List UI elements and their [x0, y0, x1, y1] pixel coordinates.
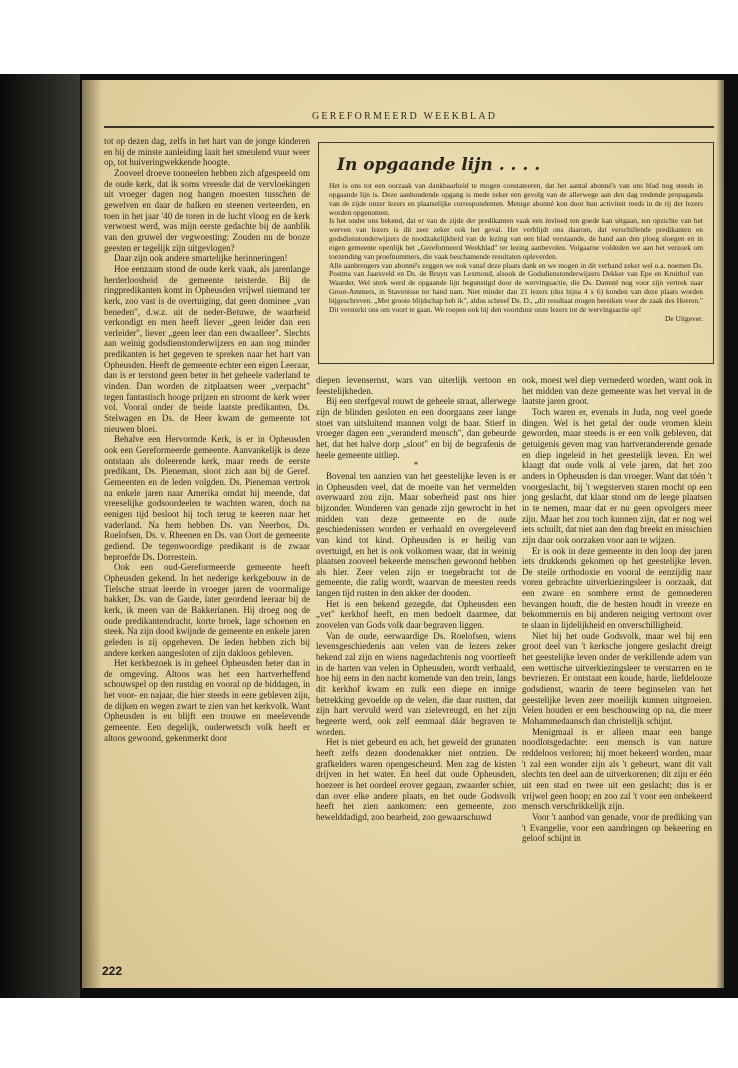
- paragraph: Alle aanbrengers van abonné's zeggen we ook vanaf deze plaats dank en we mogen in dit verband zeker wel o.a. noemen Ds. Postma van Jaarsveld en Ds. de Bruyn van Lexmond, alsook de Godsdienstonderwijzers Dekker van Epe en Kruithof van Waarder. Wel sterk werd de opgaande lijn begunstigd door de wervingsactie, die Ds. Damsté nog voor zijn vertrek naar Groot-Ammers, in Stavenisse ter hand nam. Niet minder dan 21 lezers (dus bijna 4 x 6) konden van deze plaats worden bijgeschreven. „Met groote blijdschap heb ik", aldus schreef Ds. D., „dit resultaat mogen bereiken voor de zaak des Heeren." Dit versterkt ons om voort te gaan. We roepen ook bij den voortduur onze lezers tot de wervingsactie op!: [329, 260, 703, 314]
- paragraph: Bovenal ten aanzien van het geestelijke leven is er in Opheusden veel, dat de moeite van het vermelden overwaard zou zijn. Maar soberheid past ons hier bijzonder. Wonderen van genade zijn gewrocht in het midden van deze gemeente en de oude geschiedenissen worden er verhaald en overgeleverd van kind tot kind. Opheusden is er heilig van overtuigd, en het is ook volkomen waar, dat in weinig plaatsen zooveel bekeerde menschen gewoond hebben als hier. Zeer velen zijn er toegebracht tot de gemeente, die zalig wordt, waarvan de meesten reeds langen tijd rusten in den akker der dooden.: [316, 470, 516, 599]
- announcement-box: [318, 142, 714, 364]
- paragraph: Het is niet gebeurd en ach, het geweld der granaten heeft zelfs dezen doodenakker niet ontzien. De grafkelders waren opengescheurd. Men zag de kisten drijven in het water. En heel dat oude Opheusden, hoezeer is het oordeel erover gegaan, zwaarder schier, dan over elke andere plaats, en het oude Godsvolk heeft het zien aankomen: een gemeente, zoo bewelddadigd, zoo bearbeid, zoo gewaarschuwd: [316, 737, 516, 822]
- paragraph: Menigmaal is er alleen maar een bange noodlotsgedachte: een mensch is van nature reddeloos verloren; hij moet bekeerd worden, maar 't zal een wonder zijn als 't gebeurt, want dit valt slechts ten deel aan de uitverkorenen; dit zijn er één uit een stad en twee uit een geslacht; dus is er vrijwel geen hoop; en zoo zal 't voor een onbekeerd mensch verschrikkelijk zijn.: [522, 726, 712, 812]
- column-right: [522, 375, 712, 844]
- paragraph: Het is ons tot een oorzaak van dankbaarheid te mogen constateeren, dat het aantal abonné's van ons blad nog steeds in opgaande lijn is. Deze aanhoudende opgang is mede zeker een gevolg van de allerwege aan den dag tredende propaganda van de zijde onzer lezers en plaatselijke correspondenten. Menige abonné kon door hun activiteit reeds in de rij der lezers worden opgenomen.: [329, 181, 703, 217]
- paragraph: Behalve een Hervormde Kerk, is er in Opheusden ook een Gereformeerde gemeente. Aanvankelijk is deze ontstaan als doleerende kerk, maar reeds de eerste predikant, Ds. Pieneman, sloot zich aan bij de Geref. Gemeenten en de leden volgden. Ds. Pieneman vertrok na enkele jaren naar Amerika omdat hij meende, dat vreeselijke godsoordeelen te wachten waren, doch na eenigen tijd besloot hij toch terug te keeren naar het vaderland. Na hem hebben Ds. van Neerbos, Ds. Roelofsen, Ds. v. Rheenen en Ds. van Oort de gemeente gediend. De tegenwoordige predikant is de zwaar beproefde Ds. Dorrestein.: [104, 434, 310, 562]
- running-header: GEREFORMEERD WEEKBLAD: [312, 111, 498, 122]
- paragraph: Hoe eenzaam stond de oude kerk vaak, als jarenlange herderloosheid de gemeente teisterde. Bij de ringpredikanten komt in Opheusden vrijwel niemand ter kerk, zoo vast is de overtuiging, dat geen dominee „van beneden", d.w.z. uit de neder-Betuwe, de waarheid verkondigt en men heeft liever „geen leider dan een verleider", liever „geen leer dan een dwaalleer". Slechts aan weinig godsdienstonderwijzers en aan nog minder predikanten is het gegeven te spreken naar het hart van Opheusden. Heeft de gemeente echter een eigen Leeraar, dan is er terstond geen beter in het geheele vaderland te vinden. Dan worden de zitplaatsen weer „verpacht" tegen fantastisch hooge prijzen en stroomt de kerk weer vol. Vooral onder de beide laatste predikanten, Ds. Stelwagen en Ds. de Heer kwam de gemeente tot nieuwen bloei.: [104, 263, 310, 434]
- paragraph: Ook een oud-Gereformeerde gemeente heeft Opheusden gekend. In het nederige kerkgebouw in de Tielsche straat leerde in vroeger jaren de voormalige bakker, Ds. van de Garde, later geordend leeraar bij de kerk, ik meen van de Bakkerianen. Hij droeg nog de oude predikantendracht, korte broek, lage schoenen en steek. Na zijn dood kwijnde de gemeente en enkele jaren geleden is zij opgeheven. De leden hebben zich bij andere kerken aangesloten of zijn dakloos gebleven.: [104, 562, 310, 658]
- paragraph: Is het onder ons bekend, dat er van de zijde der predikanten vaak een invloed ten goede kan uitgaan, ten opzichte van het werven van lezers is dit zeer zeker ook het geval. Het verblijdt ons daarom, dat verschillende predikanten en godsdienstonderwijzers de noodzakelijkheid van de lezing van een blad verstaande, de hand aan den ploeg sloegen en in eigen gemeente openlijk het „Gereformeerd Weekblad" ter lezing aanbevolen. Volgaarne voldeden we aan het verzoek om toezending van proefnummers, die vaak beschamende resultaten opleverden.: [329, 216, 703, 261]
- announcement-signature: De Uitgever.: [664, 313, 703, 323]
- paragraph: Daar zijn ook andere smartelijke herinneringen!: [114, 253, 288, 264]
- scanned-page-backdrop: [0, 74, 738, 998]
- announcement-body: [329, 182, 703, 324]
- paragraph: Niet bij het oude Godsvolk, maar wel bij een groot deel van 't kerksche jongere geslacht dreigt het geestelijke leven onder de verkillende adem van een wettische uitverkiezingsleer te verstarren en te bevriezen. Er ontstaat een koude, harde, liefdelooze godsdienst, waarin de teere beginselen van het geestelijke leven zeer moeilijk kunnen uitgroeien. Velen houden er een beschouwing op na, die meer Mohammedaansch dan christelijk schijnt.: [522, 630, 712, 726]
- edge-shadow: [716, 80, 724, 988]
- section-separator: *: [413, 460, 419, 471]
- column-middle: [316, 375, 516, 823]
- paragraph: Bij een sterfgeval rouwt de geheele straat, allerwege zijn de blinden gesloten en een doorgaans zeer lange stoet van uitsluitend mannen volgt de baar. Stierf in vroeger dagen een „veranderd mensch", dan gebeurde het, dat het halve dorp „sloot" en bij de begrafenis de heele gemeente uitliep.: [316, 396, 516, 460]
- header-rule: [104, 126, 714, 128]
- paragraph: ook, moest wel diep vernederd worden, want ook in het midden van deze gemeente was het verval in de laatste jaren groot.: [522, 375, 712, 407]
- paragraph: Het kerkbezoek is in geheel Opheusden beter dan in de omgeving. Altoos was het een hartverheffend schouwspel op den rustdag en vooral op de biddagen, in het voor- en najaar, die hier steeds in eere gebleven zijn, de dijken en wegen zwart te zien van het kerkvolk. Want Opheusden is en blijft een trouwe en meelevende gemeente. Een degelijk, ouderwetsch volk heeft er altoos gewoond, gekenmerkt door: [104, 658, 310, 743]
- announcement-title: In opgaande lijn . . . .: [337, 155, 541, 175]
- paragraph: Er is ook in deze gemeente in den loop der jaren iets drukkends gekomen op het geestelijke leven. De steile orthodoxie en vooral de eenzijdig naar voren gebrachte uitverkiezingsleer is oorzaak, dat een zware en sombere ernst de gemoederen bevangen houdt, die de besten houdt in vreeze en bekommernis en bij anderen neiging vertoont over te slaan in lijdelijkheid en onverschilligheid.: [522, 545, 712, 631]
- paragraph: Voor 't aanbod van genade, voor de prediking van 't Evangelie, voor een aandringen op bekeering en geloof schijnt in: [522, 811, 712, 844]
- paragraph: Toch waren er, evenals in Juda, nog veel goede dingen. Wel is het getal der oude vromen klein geworden, maar steeds is er een volk gebleven, dat getuigenis geven mag van hartveranderende genade en diep ingeleid in het geestelijk leven. En wel klaagt dat oude volk al vele jaren, dat het zoo anders in Opheusden is dan vroeger. Want dat tóén 't voorgeslacht, bij 't wegsterven staren mocht op een jong geslacht, dat klaar stond om de leege plaatsen in te nemen, maar dat er nu geen opvolgers meer zijn. Maar het zou toch kunnen zijn, dat er nog wel iets schuilt, dat niet aan den dag breekt en misschien zijn daar ook oorzaken voor aan te wijzen.: [522, 406, 712, 545]
- paragraph: Van de oude, eerwaardige Ds. Roelofsen, wiens levensgeschiedenis aan velen van de lezers zeker bekend zal zijn en wiens nagedachtenis nog voortleeft in de harten van velen in Opheusden, wordt verhaald, hoe hij eens in den nacht komende van den trein, langs dit kerkhof kwam en zulk een diepe en innige betrekking gevoelde op de velen, die daar rustten, dat zijn hart vervuld werd van zielevreugd, en het zijn begeerte werd, ook zelf eenmaal dáár begraven te worden.: [316, 630, 516, 737]
- paragraph: Het is een bekend gezegde, dat Opheusden een „vet" kerkhof heeft, en men bedoelt daarmee, dat zoovelen van Gods volk daar begraven liggen.: [316, 598, 516, 631]
- paragraph: Zooveel droeve tooneelen hebben zich afgespeeld om de oude kerk, dat ik soms vreesde dat de vervloekingen uit vroeger dagen nog hangen moesten tusschen de gewelven en daar de balken en steenen verteerden, en toen in het jaar '40 de toren in de lucht vloog en de kerk verwoest werd, was mijn eerste gedachte bij de aanblik van den gruwel der vegwoesting: Zouden nu de booze geesten er tegelijk zijn uitgevlogen?: [104, 167, 310, 253]
- newspaper-page: [82, 80, 724, 988]
- paragraph: diepen levensernst, wars van uiterlijk vertoon en feestelijkheden.: [316, 375, 516, 396]
- paragraph: tot op dezen dag, zelfs in het hart van de jonge kinderen en bij de minste aanleiding laait het smeulend vuur weer op, tot huiveringwekkende hoogte.: [104, 136, 310, 168]
- book-spine: [0, 74, 80, 998]
- column-left: [104, 136, 310, 743]
- page-number: 222: [102, 964, 123, 978]
- gutter-shadow: [82, 80, 102, 988]
